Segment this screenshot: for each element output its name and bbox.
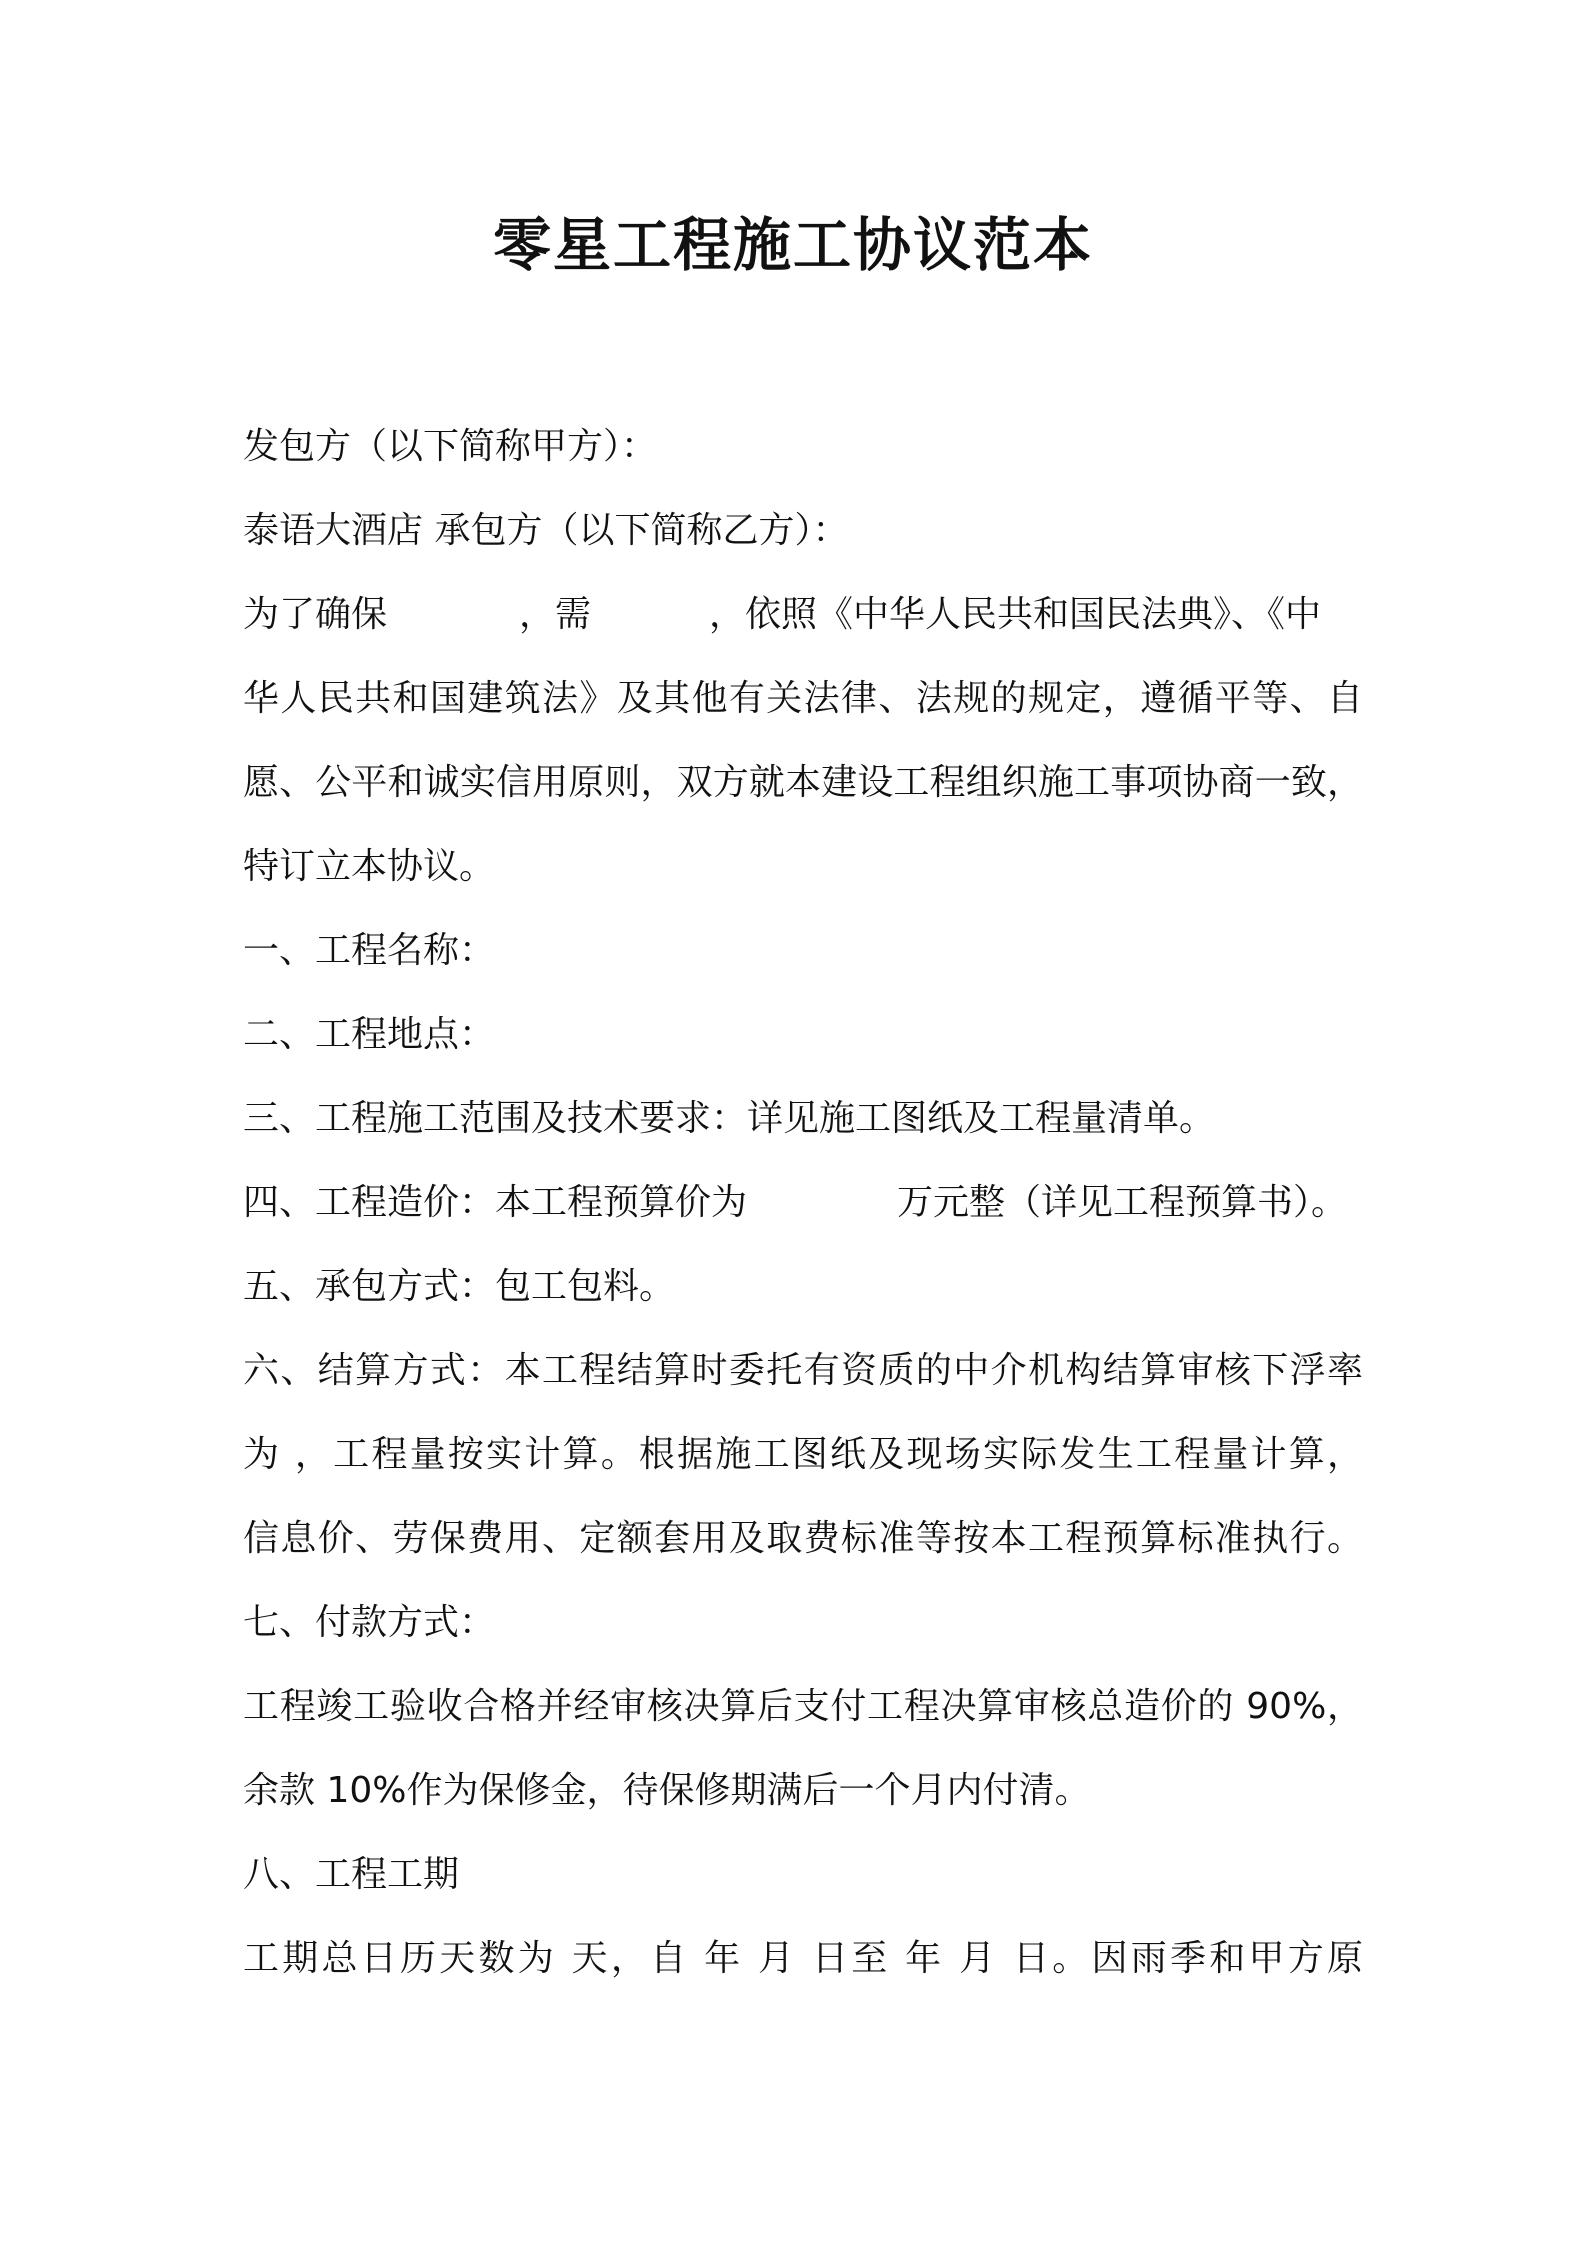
- preamble-text-2: ，需: [519, 594, 592, 635]
- clause-schedule: 八、工程工期: [243, 1854, 460, 1895]
- document-title: 零星工程施工协议范本: [492, 211, 1093, 279]
- paragraph-line: 愿、公平和诚实信用原则，双方就本建设工程组织施工事项协商一致，: [243, 762, 1363, 803]
- clause-payment: 七、付款方式：: [243, 1602, 496, 1643]
- paragraph-line: 华人民共和国建筑法》及其他有关法律、法规的规定，遵循平等、自: [243, 678, 1363, 719]
- paragraph-line-preamble: [243, 573, 1363, 657]
- clause-contract-method: 五、承包方式：包工包料。: [243, 1266, 676, 1307]
- paragraph-line: 特订立本协议。: [243, 846, 496, 887]
- cost-text-1: 四、工程造价：本工程预算价为: [243, 1182, 748, 1223]
- paragraph-line: 余款 10%作为保修金，待保修期满后一个月内付清。: [243, 1770, 1091, 1811]
- clause-project-location: 二、工程地点：: [243, 1014, 496, 1055]
- preamble-text-1: 为了确保: [243, 594, 388, 635]
- paragraph-line: 工程竣工验收合格并经审核决算后支付工程决算审核总造价的 90%，: [243, 1686, 1363, 1727]
- document-body: [243, 405, 1363, 2001]
- clause-cost: [243, 1161, 1363, 1245]
- cost-text-2: 万元整（详见工程预算书）。: [897, 1182, 1348, 1223]
- paragraph-line: 工期总日历天数为 天，自 年 月 日至 年 月 日。因雨季和甲方原: [243, 1938, 1363, 1979]
- paragraph-line-party-b: 泰语大酒店 承包方（以下简称乙方）：: [243, 510, 849, 551]
- paragraph-line: 信息价、劳保费用、定额套用及取费标准等按本工程预算标准执行。: [243, 1518, 1363, 1559]
- clause-settlement: 六、结算方式：本工程结算时委托有资质的中介机构结算审核下浮率: [243, 1350, 1363, 1391]
- paragraph-line-party-a: 发包方（以下简称甲方）：: [243, 426, 658, 467]
- paragraph-line: 为 ，工程量按实计算。根据施工图纸及现场实际发生工程量计算，: [243, 1434, 1363, 1475]
- preamble-text-3: ，依照《中华人民共和国民法典》、《中: [709, 594, 1322, 635]
- clause-scope: 三、工程施工范围及技术要求：详见施工图纸及工程量清单。: [243, 1098, 1216, 1139]
- clause-project-name: 一、工程名称：: [243, 930, 496, 971]
